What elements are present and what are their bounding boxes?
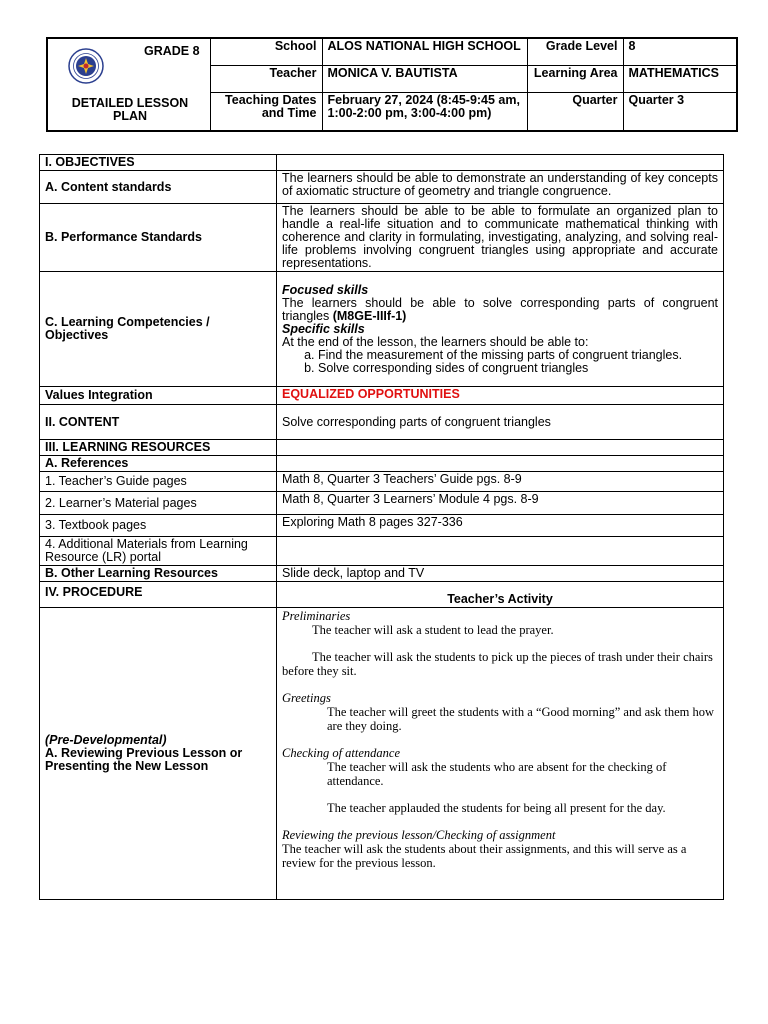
dates-label: Teaching Dates and Time xyxy=(210,92,322,131)
attendance-text: The teacher will ask the students who are absent for the checking of attendance. xyxy=(327,760,667,788)
objectives-empty xyxy=(277,155,724,171)
teacher-activity-heading: Teacher’s Activity xyxy=(277,582,724,608)
review-text: The teacher will ask the students about their assignments, and this will serve as a review for the previous lesson. xyxy=(282,842,687,870)
competencies-cell xyxy=(277,272,724,387)
references-label: A. References xyxy=(40,456,277,472)
prayer-text: The teacher will ask a student to lead the prayer. xyxy=(312,623,554,637)
greetings-title: Greetings xyxy=(282,691,331,705)
trash-text: The teacher will ask the students to pick up the pieces of trash under their chairs before they sit. xyxy=(282,650,713,678)
competency-code: (M8GE-IIIf-1) xyxy=(332,309,407,323)
lr-portal-label: 4. Additional Materials from Learning Resource (LR) portal xyxy=(40,537,277,566)
specific-skills-list xyxy=(282,349,718,375)
procedure-step-cell xyxy=(40,608,277,900)
teacher-activity-cell xyxy=(277,608,724,900)
learning-area-value: MATHEMATICS xyxy=(623,65,737,92)
phase-label: (Pre-Developmental) xyxy=(45,733,167,747)
greetings-text: The teacher will greet the students with a “Good morning” and ask them how are they doing. xyxy=(327,705,715,733)
focused-skills-text xyxy=(282,297,718,323)
learning-area-label: Learning Area xyxy=(527,65,623,92)
quarter-label: Quarter xyxy=(527,92,623,131)
school-label: School xyxy=(210,38,322,65)
content-standards-label: A. Content standards xyxy=(40,171,277,204)
grade-title: GRADE 8 xyxy=(144,44,200,58)
references-empty xyxy=(277,456,724,472)
performance-standards-label: B. Performance Standards xyxy=(40,204,277,272)
grade-level-value: 8 xyxy=(623,38,737,65)
lesson-plan-header xyxy=(46,37,738,132)
textbook-label: 3. Textbook pages xyxy=(40,515,277,537)
teacher-label: Teacher xyxy=(210,65,322,92)
list-item: a. Find the measurement of the missing parts of congruent triangles. xyxy=(318,349,718,362)
attendance-title: Checking of attendance xyxy=(282,746,401,760)
quarter-value: Quarter 3 xyxy=(623,92,737,131)
objectives-heading: I. OBJECTIVES xyxy=(40,155,277,171)
specific-skills-intro: At the end of the lesson, the learners should be able to: xyxy=(282,335,589,349)
teachers-guide-label: 1. Teacher’s Guide pages xyxy=(40,472,277,492)
performance-standards-text: The learners should be able to be able to formulate an organized plan to handle a real-life situation and to communicate mathematical thinking with coherence and clarity in formulating, investigating, analyzing, and solving real-life problems involving congruent triangles using appropriate and accurate representations. xyxy=(277,204,724,272)
textbook-value: Exploring Math 8 pages 327-336 xyxy=(277,515,724,537)
teachers-guide-value: Math 8, Quarter 3 Teachers’ Guide pgs. 8-9 xyxy=(277,472,724,492)
other-resources-label: B. Other Learning Resources xyxy=(40,566,277,582)
step-label: A. Reviewing Previous Lesson or Presenting the New Lesson xyxy=(45,746,243,773)
lr-portal-value xyxy=(277,537,724,566)
resources-empty xyxy=(277,440,724,456)
applaud-text: The teacher applauded the students for being all present for the day. xyxy=(327,801,666,815)
focused-skills-sentence: The learners should be able to solve corresponding parts of congruent triangles xyxy=(282,296,718,323)
resources-heading: III. LEARNING RESOURCES xyxy=(40,440,277,456)
grade-level-label: Grade Level xyxy=(527,38,623,65)
dates-value: February 27, 2024 (8:45-9:45 am, 1:00-2:00 pm, 3:00-4:00 pm) xyxy=(322,92,527,131)
header-left-cell xyxy=(47,38,210,131)
other-resources-value: Slide deck, laptop and TV xyxy=(277,566,724,582)
competencies-label: C. Learning Competencies / Objectives xyxy=(40,272,277,387)
document-title: DETAILED LESSON PLAN xyxy=(71,96,189,123)
specific-skills-title: Specific skills xyxy=(282,322,365,336)
review-title: Reviewing the previous lesson/Checking of assignment xyxy=(282,828,556,842)
preliminaries-title: Preliminaries xyxy=(282,609,351,623)
content-standards-text: The learners should be able to demonstrate an understanding of key concepts of axiomatic structure of geometry and triangle congruence. xyxy=(277,171,724,204)
lesson-plan-table xyxy=(39,154,724,900)
values-text: EQUALIZED OPPORTUNITIES xyxy=(277,387,724,405)
focused-skills-title: Focused skills xyxy=(282,283,369,297)
values-label: Values Integration xyxy=(40,387,277,405)
list-item: b. Solve corresponding sides of congruent triangles xyxy=(318,362,718,375)
school-value: ALOS NATIONAL HIGH SCHOOL xyxy=(322,38,527,65)
procedure-heading: IV. PROCEDURE xyxy=(40,582,277,608)
teacher-value: MONICA V. BAUTISTA xyxy=(322,65,527,92)
learners-material-value: Math 8, Quarter 3 Learners’ Module 4 pgs. 8-9 xyxy=(277,492,724,515)
content-text: Solve corresponding parts of congruent triangles xyxy=(277,405,724,440)
content-heading: II. CONTENT xyxy=(40,405,277,440)
learners-material-label: 2. Learner’s Material pages xyxy=(40,492,277,515)
deped-seal-icon xyxy=(68,48,104,84)
